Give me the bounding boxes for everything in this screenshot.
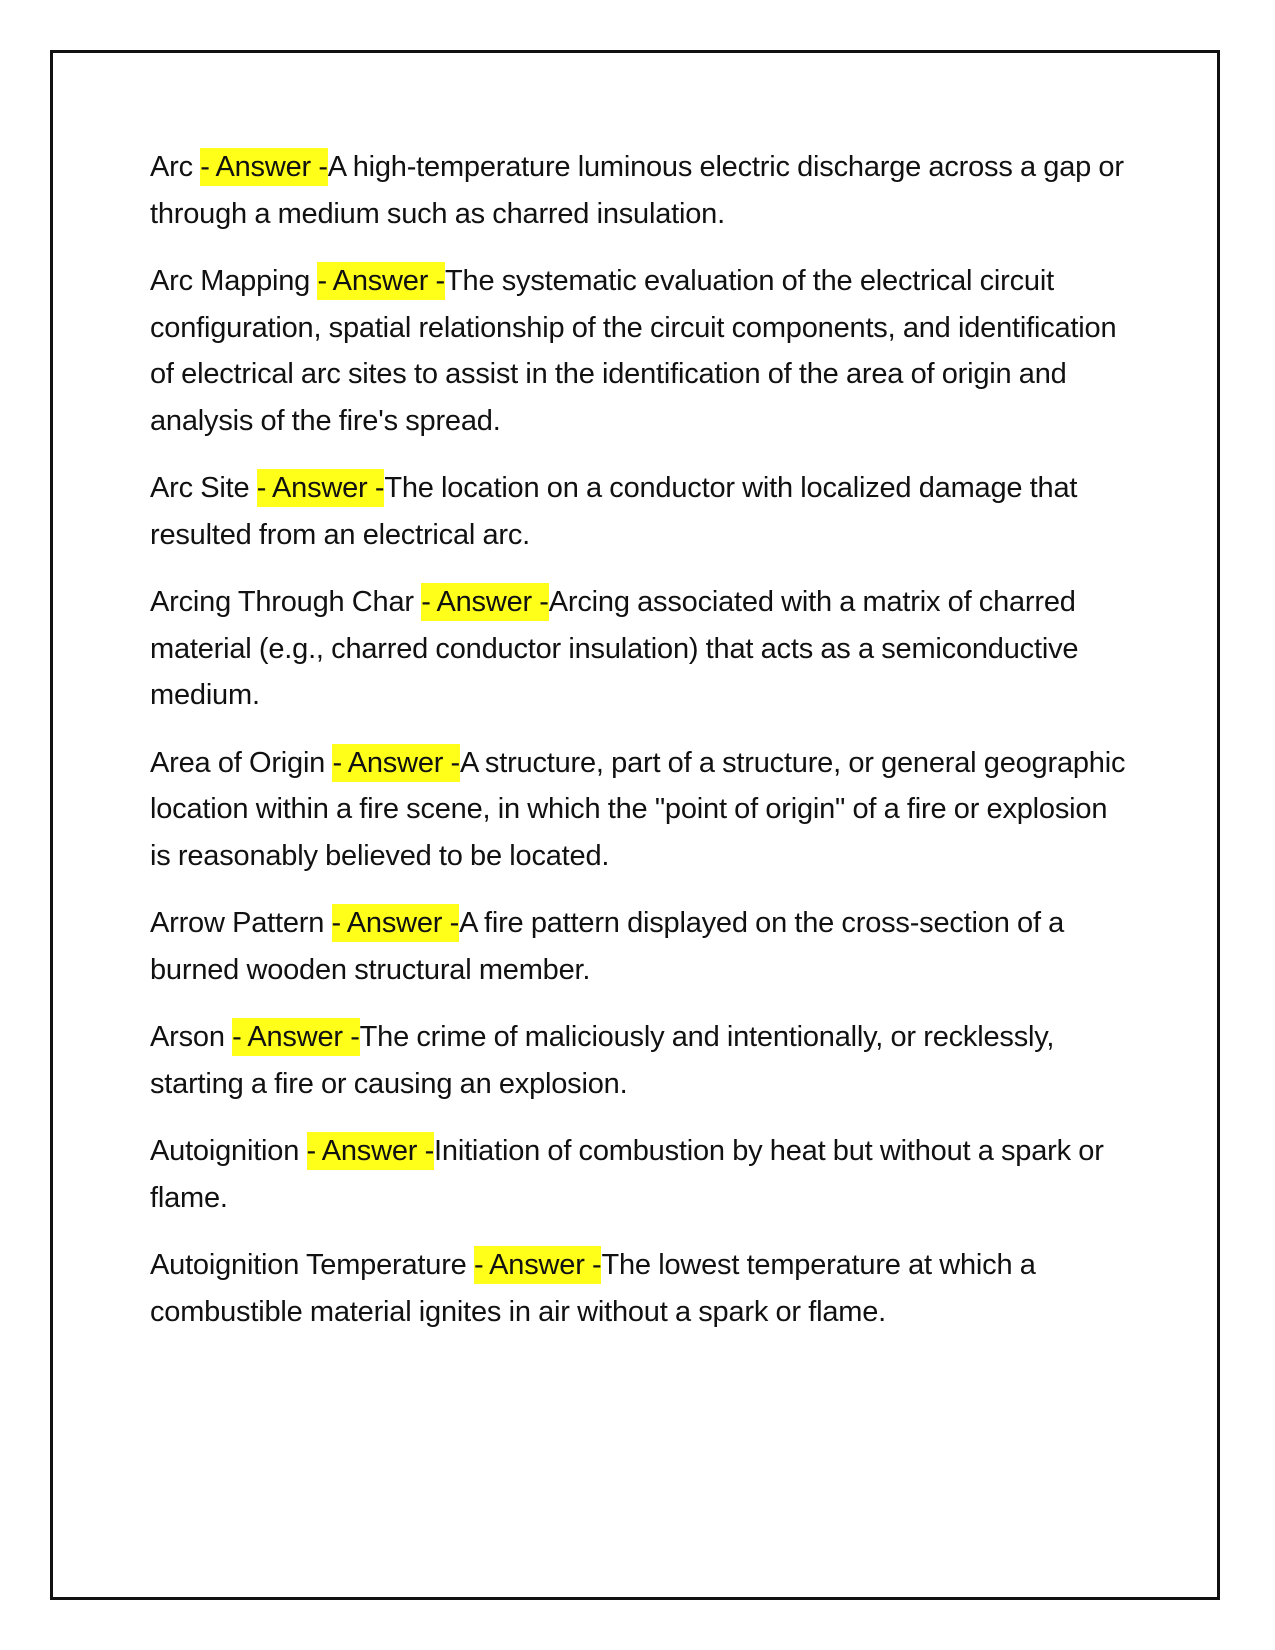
glossary-entry-arson bbox=[150, 1014, 1135, 1107]
entry-term: Autoignition Temperature bbox=[150, 1249, 467, 1281]
answer-highlight: - Answer - bbox=[474, 1246, 602, 1284]
glossary-entry-autoignition bbox=[150, 1128, 1135, 1221]
entry-term: Arc bbox=[150, 151, 193, 183]
glossary-entry-arcing-through-char bbox=[150, 579, 1135, 719]
answer-highlight: - Answer - bbox=[332, 904, 460, 942]
glossary-entry-autoignition-temperature bbox=[150, 1242, 1135, 1335]
entry-term: Autoignition bbox=[150, 1135, 300, 1167]
answer-highlight: - Answer - bbox=[307, 1132, 435, 1170]
entry-definition: Arcing associated with a matrix of charred material (e.g., charred conductor insulation) that acts as a semiconductive medium. bbox=[150, 586, 1079, 711]
entry-definition: The location on a conductor with localized damage that resulted from an electrical arc. bbox=[150, 472, 1078, 551]
entry-definition: The crime of maliciously and intentionally, or recklessly, starting a fire or causing an explosion. bbox=[150, 1021, 1055, 1100]
glossary-entry-arc bbox=[150, 144, 1135, 237]
glossary-entry-area-of-origin bbox=[150, 740, 1135, 880]
answer-highlight: - Answer - bbox=[257, 469, 385, 507]
entry-definition: The lowest temperature at which a combustible material ignites in air without a spark or flame. bbox=[150, 1249, 1036, 1328]
glossary-entry-arc-site bbox=[150, 465, 1135, 558]
glossary-entry-arrow-pattern bbox=[150, 900, 1135, 993]
glossary-list bbox=[150, 144, 1135, 1356]
entry-term: Arc Mapping bbox=[150, 265, 311, 297]
answer-highlight: - Answer - bbox=[332, 744, 460, 782]
entry-definition: Initiation of combustion by heat but without a spark or flame. bbox=[150, 1135, 1104, 1214]
answer-highlight: - Answer - bbox=[200, 148, 328, 186]
entry-definition: A fire pattern displayed on the cross-section of a burned wooden structural member. bbox=[150, 907, 1065, 986]
entry-definition: A structure, part of a structure, or general geographic location within a fire scene, in which the "point of origin" of a fire or explosion is reasonably believed to be located. bbox=[150, 746, 1126, 872]
glossary-entry-arc-mapping bbox=[150, 258, 1135, 444]
entry-term: Arcing Through Char bbox=[150, 586, 414, 618]
entry-term: Arson bbox=[150, 1021, 225, 1053]
entry-term: Area of Origin bbox=[150, 746, 326, 779]
answer-highlight: - Answer - bbox=[232, 1018, 360, 1056]
entry-definition: The systematic evaluation of the electrical circuit configuration, spatial relationship of the circuit components, and identification of electrical arc sites to assist in the identification of the area of origin and analysis of the fire's spread. bbox=[150, 265, 1117, 437]
entry-definition: A high-temperature luminous electric discharge across a gap or through a medium such as charred insulation. bbox=[150, 151, 1124, 230]
answer-highlight: - Answer - bbox=[421, 583, 549, 621]
entry-term: Arc Site bbox=[150, 472, 250, 504]
answer-highlight: - Answer - bbox=[317, 262, 445, 300]
entry-term: Arrow Pattern bbox=[150, 907, 325, 939]
